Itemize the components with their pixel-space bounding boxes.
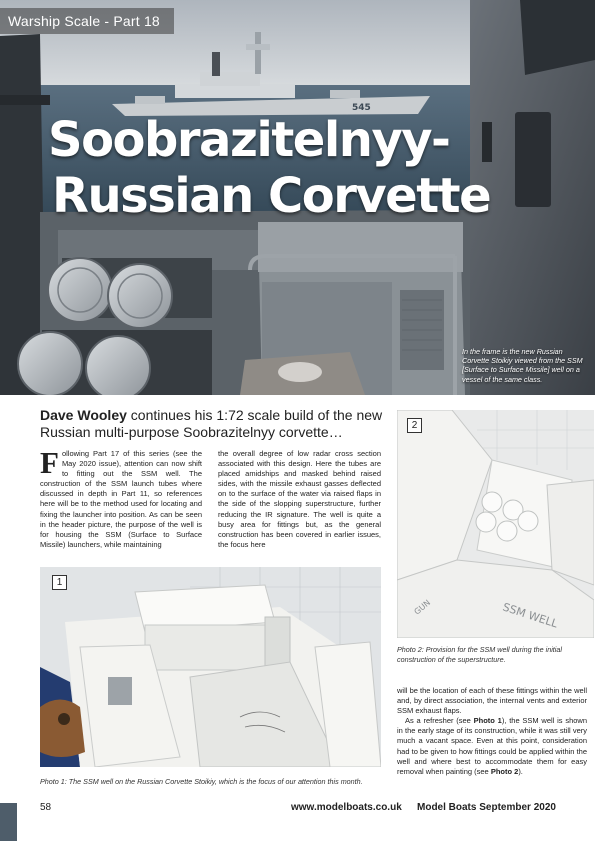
photo-ref-2: Photo 2: [490, 766, 519, 776]
series-tag: Warship Scale - Part 18: [0, 8, 174, 34]
standfirst-text: continues his 1:72 scale build of the new Russian multi-purpose Soobrazitelnyy corvette…: [40, 407, 383, 440]
body-paragraph-2: the overall degree of low radar cross section associated with this design. Here the tubes are placed amidships and masked behind raised sides, with the missile exhaust gasses deflected on to the surface of the water via raised flaps in the side of the slopping superstructure, further reducing the IR signature. The well is quite a busy area for fittings but, as the general construction has been covered in earlier issues, the focus here: [218, 449, 381, 549]
photo-2-number: 2: [407, 418, 422, 433]
photo-2-illustration: [397, 410, 594, 638]
website-url: www.modelboats.co.uk: [291, 802, 402, 813]
title-line-1: Soobrazitelnyy-: [48, 112, 450, 168]
svg-text:545: 545: [352, 103, 371, 113]
svg-text:GUN: GUN: [412, 598, 433, 617]
photo-1-number: 1: [52, 575, 67, 590]
author-name: Dave Wooley: [40, 407, 127, 423]
body-column-3: [397, 686, 587, 777]
magazine-issue: Model Boats September 2020: [417, 802, 556, 813]
photo-2: [397, 410, 594, 638]
photo-ref-1: Photo 1: [473, 716, 502, 726]
page-title: [48, 112, 490, 224]
svg-text:SSM WELL: SSM WELL: [501, 600, 560, 631]
body-paragraph-3: will be the location of each of these fittings within the well and, by direct association, the internal vents and exterior SSM exhaust flaps.: [397, 686, 587, 716]
photo-1-caption: Photo 1: The SSM well on the Russian Corvette Stoikiy, which is the focus of our attention this month.: [40, 777, 363, 786]
header-photo-caption: In the frame is the new Russian Corvette Stoikiy viewed from the SSM [Surface to Surface Missile] well on a vessel of the same class.: [462, 347, 583, 384]
page-number: 58: [40, 802, 52, 813]
body-column-1: [40, 445, 202, 550]
header-photo: [0, 0, 595, 395]
title-line-2: Russian Corvette: [52, 168, 491, 224]
drop-cap: F: [40, 445, 59, 480]
folio-bar: [0, 803, 17, 841]
photo-2-caption: Photo 2: Provision for the SSM well during the initial construction of the superstructure.: [397, 645, 562, 664]
body-paragraph-4: As a refresher (see Photo 1), the SSM well is shown in the early stage of its construction, while it was still very much a vacant space. Even at this point, consideration had to be given to how fittings could be applied within the well and where best to accommodate them for easy removal when painting (see Photo 2).: [397, 716, 588, 776]
body-column-2: [218, 449, 381, 550]
photo-1: [40, 567, 381, 767]
photo-1-illustration: [40, 567, 381, 767]
standfirst: [40, 407, 385, 441]
body-paragraph-1: ollowing Part 17 of this series (see the May 2020 issue), attention can now shift to fitting out the SSM well. The construction of the SSM launch tubes where discussed in depth in Part 11, so references here will be to the method used for locating and fixing the launcher into position. As can be seen in the header picture, the purpose of the well is for housing the SSM (Surface to Surface Missile) launchers, while maintaining: [40, 449, 202, 549]
